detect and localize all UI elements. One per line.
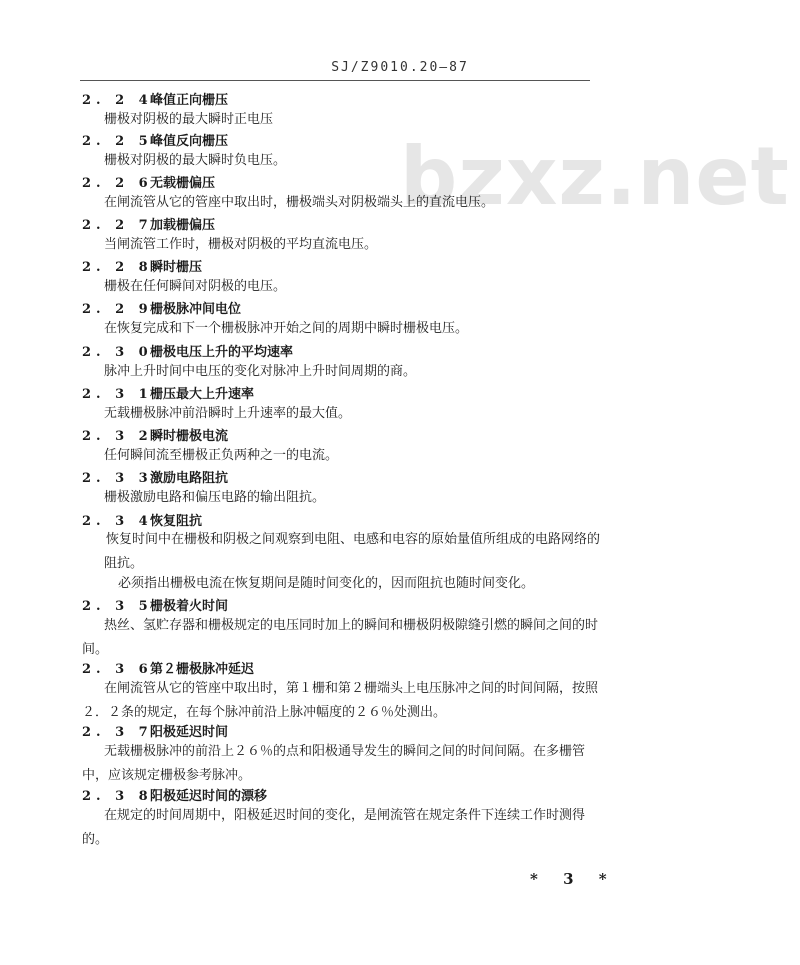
- definition-2-27: 当闸流管工作时，栅极对阴极的平均直流电压。: [104, 237, 378, 252]
- term-title: 瞬时栅压: [150, 260, 203, 275]
- term-number: 2. 2 7: [82, 218, 153, 233]
- definition-2-33: 栅极激励电路和偏压电路的输出阻抗。: [104, 490, 326, 505]
- term-number: 2. 2 9: [82, 302, 153, 317]
- term-number: 2. 3 0: [82, 345, 153, 360]
- term-title: 栅极电压上升的平均速率: [150, 345, 294, 360]
- definition-2-30: 脉冲上升时间中电压的变化对脉冲上升时间周期的商。: [104, 364, 417, 379]
- term-title: 峰值反向栅压: [150, 134, 229, 149]
- term-title: 栅极着火时间: [150, 599, 229, 614]
- standard-code: SJ/Z9010.20—87: [331, 60, 469, 75]
- term-title: 阳极延迟时间: [150, 725, 229, 740]
- term-number: 2. 3 7: [82, 725, 153, 740]
- term-title: 阳极延迟时间的漂移: [150, 789, 268, 804]
- term-title: 无载栅偏压: [150, 176, 216, 191]
- term-title: 瞬时栅极电流: [150, 429, 229, 444]
- page-marker: * 3 *: [530, 870, 617, 888]
- definition-2-28: 栅极在任何瞬间对阴极的电压。: [104, 279, 287, 294]
- term-number: 2. 2 6: [82, 176, 153, 191]
- term-number: 2. 2 5: [82, 134, 153, 149]
- header-rule: [80, 80, 590, 81]
- definition-2-31: 无载栅极脉冲前沿瞬时上升速率的最大值。: [104, 406, 352, 421]
- term-number: 2. 2 4: [82, 93, 153, 108]
- term-title: 恢复阻抗: [150, 514, 203, 529]
- definition-2-35: 热丝、氢贮存器和栅极规定的电压同时加上的瞬间和栅极阴极隙缝引燃的瞬间之间的时间。: [82, 618, 599, 657]
- term-title: 加载栅偏压: [150, 218, 216, 233]
- term-title: 峰值正向栅压: [150, 93, 229, 108]
- term-title: 激励电路阻抗: [150, 471, 229, 486]
- definition-2-36: 在闸流管从它的管座中取出时，第１栅和第２栅端头上电压脉冲之间的时间间隔，按照２．２条的规定，在每个脉冲前沿上脉冲幅度的２６％处测出。: [82, 681, 599, 720]
- definition-2-29: 在恢复完成和下一个栅极脉冲开始之间的周期中瞬时栅极电压。: [104, 321, 469, 336]
- term-number: 2. 3 8: [82, 789, 153, 804]
- definition-2-37: 无载栅极脉冲的前沿上２６％的点和阳极通导发生的瞬间之间的时间间隔。在多栅管中，应该规定栅极参考脉冲。: [82, 744, 586, 783]
- definition-2-24: 栅极对阴极的最大瞬时正电压: [104, 112, 274, 127]
- watermark: bzxz.net: [400, 130, 790, 223]
- definition-2-34: 恢复时间中在栅极和阴极之间观察到电阻、电感和电容的原始量值所组成的电路网络的阻抗。: [104, 532, 601, 571]
- term-number: 2. 3 1: [82, 387, 153, 402]
- term-number: 2. 3 6: [82, 662, 153, 677]
- definition-2-26: 在闸流管从它的管座中取出时，栅极端头对阴极端头上的直流电压。: [104, 195, 495, 210]
- term-number: 2. 3 4: [82, 514, 153, 529]
- definition-2-38: 在规定的时间周期中，阳极延迟时间的变化，是闸流管在规定条件下连续工作时测得的。: [82, 808, 586, 847]
- term-title: 栅压最大上升速率: [150, 387, 255, 402]
- term-number: 2. 3 5: [82, 599, 153, 614]
- definition-2-32: 任何瞬间流至栅极正负两种之一的电流。: [104, 448, 339, 463]
- term-number: 2. 2 8: [82, 260, 153, 275]
- note-2-34: 必须指出栅极电流在恢复期间是随时间变化的，因而阻抗也随时间变化。: [118, 576, 535, 591]
- term-number: 2. 3 2: [82, 429, 153, 444]
- term-title: 第２栅极脉冲延迟: [150, 662, 255, 677]
- term-title: 栅极脉冲间电位: [150, 302, 242, 317]
- term-number: 2. 3 3: [82, 471, 153, 486]
- definition-2-25: 栅极对阴极的最大瞬时负电压。: [104, 153, 287, 168]
